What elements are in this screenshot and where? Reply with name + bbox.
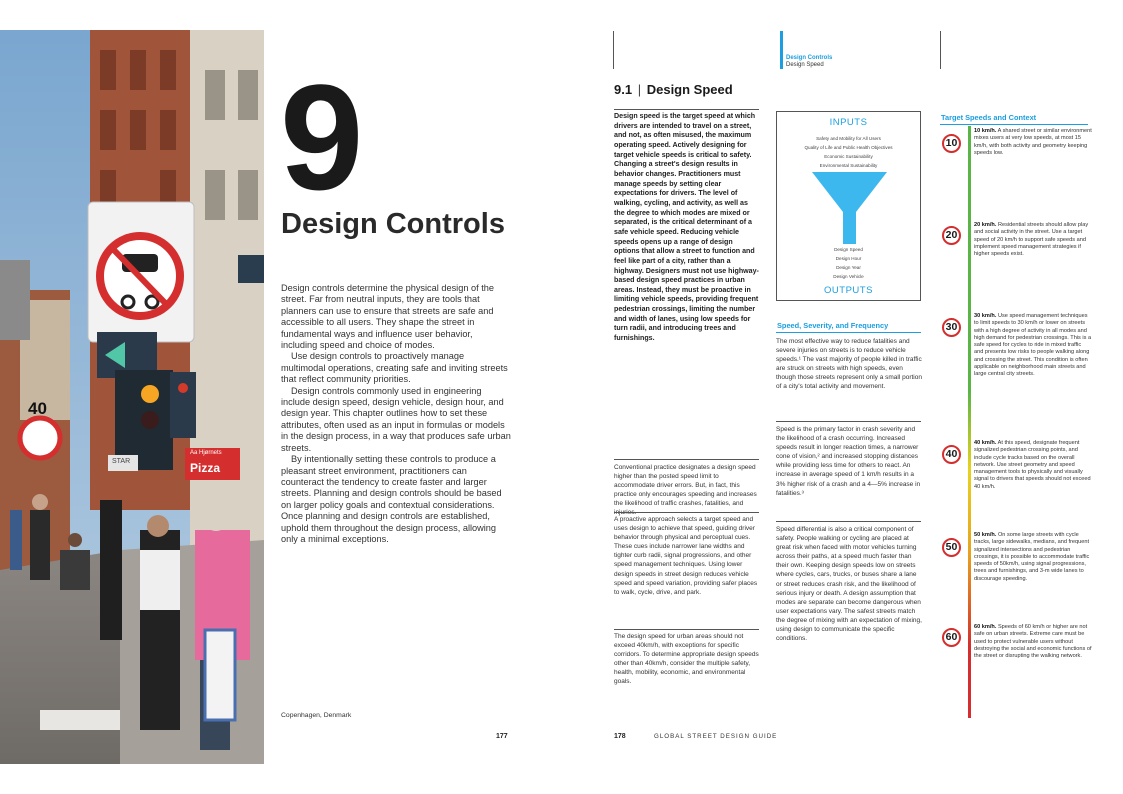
col1-paragraph: A proactive approach selects a target speed and uses design to achieve that speed, guiding driver behavior through physical and perceptual cues. These cues include narrower lane widths and tighter curb radii, signal progressions, and other speed management techniques. Using lower design speeds in street design reduces vehicle speed and speed variation, providing safer places to walk, cycle, drive, and park. [614, 516, 758, 596]
target-speeds-heading: Target Speeds and Context [941, 113, 1037, 122]
shop-sign-star: STAR [112, 458, 131, 465]
title-rule [614, 109, 759, 110]
guide-title: GLOBAL STREET DESIGN GUIDE [654, 733, 778, 740]
section-title-text: Design Speed [646, 82, 733, 97]
input-item: Quality of Life and Public Health Objectives [804, 145, 893, 150]
speed-40-icon: 40 [942, 445, 961, 464]
speed-sign-text: 40 [28, 399, 47, 418]
lead-paragraph: Design speed is the target speed at which drivers are intended to travel on a street, and not, as often misused, the maximum operating speed. Actively designing for target vehicle speeds is critical to safety. Changing a street's design results in behavior changes. Practitioners must manage speeds by setting clear expectations for drivers. The level of walking, cycling, and activity, as well as the degree to which modes are mixed or separated, is the critical determinant of a safe vehicle speed. Reducing vehicle speeds opens up a range of design options that allow a street to function and feel like part of a city, rather than a highway. Designers must not use highway-based design speed practices in urban areas. Instead, they must be proactive in limiting vehicle speeds, providing frequent pedestrian crossings, limiting the number and width of lanes, using low speeds for turn radii, and introducing trees and furnishings. [614, 112, 759, 343]
intro-paragraph: Design controls commonly used in engineering include design speed, design vehicle, design hour, and design year. This chapter outlines how to set these attributes, often used as an input in formulas or models in the design process, in a way that produces safe urban streets. [281, 385, 511, 453]
page-number-right: 178 [614, 733, 626, 740]
speed-40-description: 40 km/h. At this speed, designate frequent signalized pedestrian crossing points, and include cycle tracks based on the overall network. Use street geometry and speed management tools to physically and visually signal to drivers that speeds should not exceed 40 km/h. [974, 440, 1091, 490]
output-item: Design Hour [835, 256, 862, 261]
output-item: Design Speed [834, 247, 863, 252]
intro-text [281, 283, 511, 545]
speed-10-description: 10 km/h. A shared street or similar environment mixes users at very low speeds, at most 15 km/h, with both activity and geometry keeping speeds low. [974, 128, 1092, 156]
speed-50-icon: 50 [942, 538, 961, 557]
section-number: 9.1 [614, 82, 633, 97]
input-item: Environmental Sustainability [819, 163, 878, 168]
speed-gradient-bar [968, 126, 971, 718]
title-separator-icon: | [637, 82, 642, 97]
speed-60-icon: 60 [942, 628, 961, 647]
outputs-list [776, 245, 921, 281]
running-header-subsection: Design Speed [786, 62, 824, 68]
margin-rule-left [613, 31, 614, 69]
speed-30-description: 30 km/h. Use speed management techniques to limit speeds to 30 km/h or lower on streets with a high degree of activity in all modes and high demand for pedestrian crossings. This is a safe speed for cycles to ride in mixed traffic and presents low risks to people walking along and crossing the street. This condition is often applicable on neighborhood main streets and large central city streets. [974, 313, 1092, 378]
col1-rule [614, 459, 759, 460]
subsection-rule [776, 421, 921, 422]
inputs-title: INPUTS [829, 117, 868, 128]
page-number-left: 177 [496, 733, 508, 740]
speed-20-icon: 20 [942, 226, 961, 245]
inputs-list [776, 134, 921, 170]
outputs-title: OUTPUTS [824, 285, 873, 296]
intro-paragraph: Design controls determine the physical design of the street. Far from neutral inputs, they are tools that planners can use to ensure that streets are safe and accessible to all users. They shape the street in fundamental ways and influence user behavior, including speed and choice of modes. [281, 283, 494, 351]
speed-30-icon: 30 [942, 318, 961, 337]
subsection-rule [776, 521, 921, 522]
margin-rule-right [940, 31, 941, 69]
input-item: Economic Sustainability [824, 154, 873, 159]
street-photo [0, 30, 264, 764]
funnel-icon [812, 172, 887, 244]
col1-rule [614, 629, 759, 630]
chapter-number: 9 [280, 53, 358, 221]
speed-severity-paragraph: The most effective way to reduce fatalities and severe injuries on streets is to reduce vehicle speeds.¹ The vast majority of people killed in traffic are struck on streets with high speeds, even though those streets represent only a small portion of a city's total activity and movement. [776, 338, 922, 391]
section-title [614, 82, 733, 97]
speed-severity-heading: Speed, Severity, and Frequency [777, 321, 889, 330]
speed-50-description: 50 km/h. On some large streets with cycle tracks, large sidewalks, medians, and frequent signalized intersections and pedestrian crossings, it is possible to accommodate traffic speeds of 50km/h, using signal progressions, trees and furnishings, and 3-m wide lanes to discourage speeding. [974, 532, 1090, 582]
section-marker [780, 31, 783, 69]
col1-rule [614, 512, 759, 513]
col1-paragraph: Conventional practice designates a design speed higher than the posted speed limit to accommodate driver errors. But, in fact, this practice only encourages speeding and increases the likelihood of traffic crashes, fatalities, and [614, 464, 757, 508]
shop-sign-pizza: Pizza [190, 461, 221, 475]
target-speeds-rule [940, 124, 1088, 125]
output-item: Design Year [836, 265, 861, 270]
intro-paragraph: By intentionally setting these controls to produce a pleasant street environment, practitioners can counteract the tendency to create faster and larger streets. Planning and design controls should be based on larger policy goals and contextual considerations. Once planning and design controls are established, uphold them throughout the design process, allowing only a minimal exceptions. [281, 454, 502, 544]
subsection-rule [776, 332, 921, 333]
speed-severity-paragraph: Speed differential is also a critical component of safety. People walking or cycling are placed at great risk when faced with motor vehicles turning across their paths, at a speed much faster than their own. Keeping design speeds low on streets where cycles, cars, trucks, or buses share a lane or street reduces crash risk, and the likelihood of serious injury or death. A design assumption that modes are separate can become dangerous when user expectations vary. The safest streets match the degree of mixing with an expectation of mixing, using design to communicate the specific conditions. [776, 526, 922, 643]
col1-paragraph: The design speed for urban areas should not exceed 40km/h, with exceptions for specific corridors. To determine appropriate design speeds other than 40km/h, consider the multiple safety, health, mobility, economic, and environmental goals. [614, 633, 759, 686]
intro-paragraph: Use design controls to proactively manage multimodal operations, creating safe and inviting streets that reflect community priorities. [281, 351, 508, 385]
input-item: Safety and Mobility for All Users [816, 136, 881, 141]
speed-10-icon: 10 [942, 134, 961, 153]
chapter-title: Design Controls [281, 208, 505, 240]
speed-20-description: 20 km/h. Residential streets should allow play and social activity in the street. Use a target speed of 20 km/h to support safe speeds and implement speed management strategies if higher speeds exist. [974, 222, 1089, 258]
photo-caption: Copenhagen, Denmark [281, 712, 352, 719]
speed-60-description: 60 km/h. Speeds of 60 km/h or higher are not safe on urban streets. Extreme care must be used to protect vulnerable users without destroying the social and economic functions of the street or disrupting the walking network. [974, 624, 1092, 660]
speed-severity-paragraph: Speed is the primary factor in crash severity and the likelihood of a crash occurring. Increased speeds result in longer reaction times, a narrower cone of vision,² and increased stopping distances while providing less time for others to react. An increase in average speed of 1 km/h results in a 3% higher risk of a crash and a 4—5% increase in fatalities.³ [776, 426, 921, 497]
output-item: Design Vehicle [833, 274, 864, 279]
running-header-section: Design Controls [786, 55, 833, 61]
shop-sign-small: Aa Hjørnets [190, 450, 222, 456]
